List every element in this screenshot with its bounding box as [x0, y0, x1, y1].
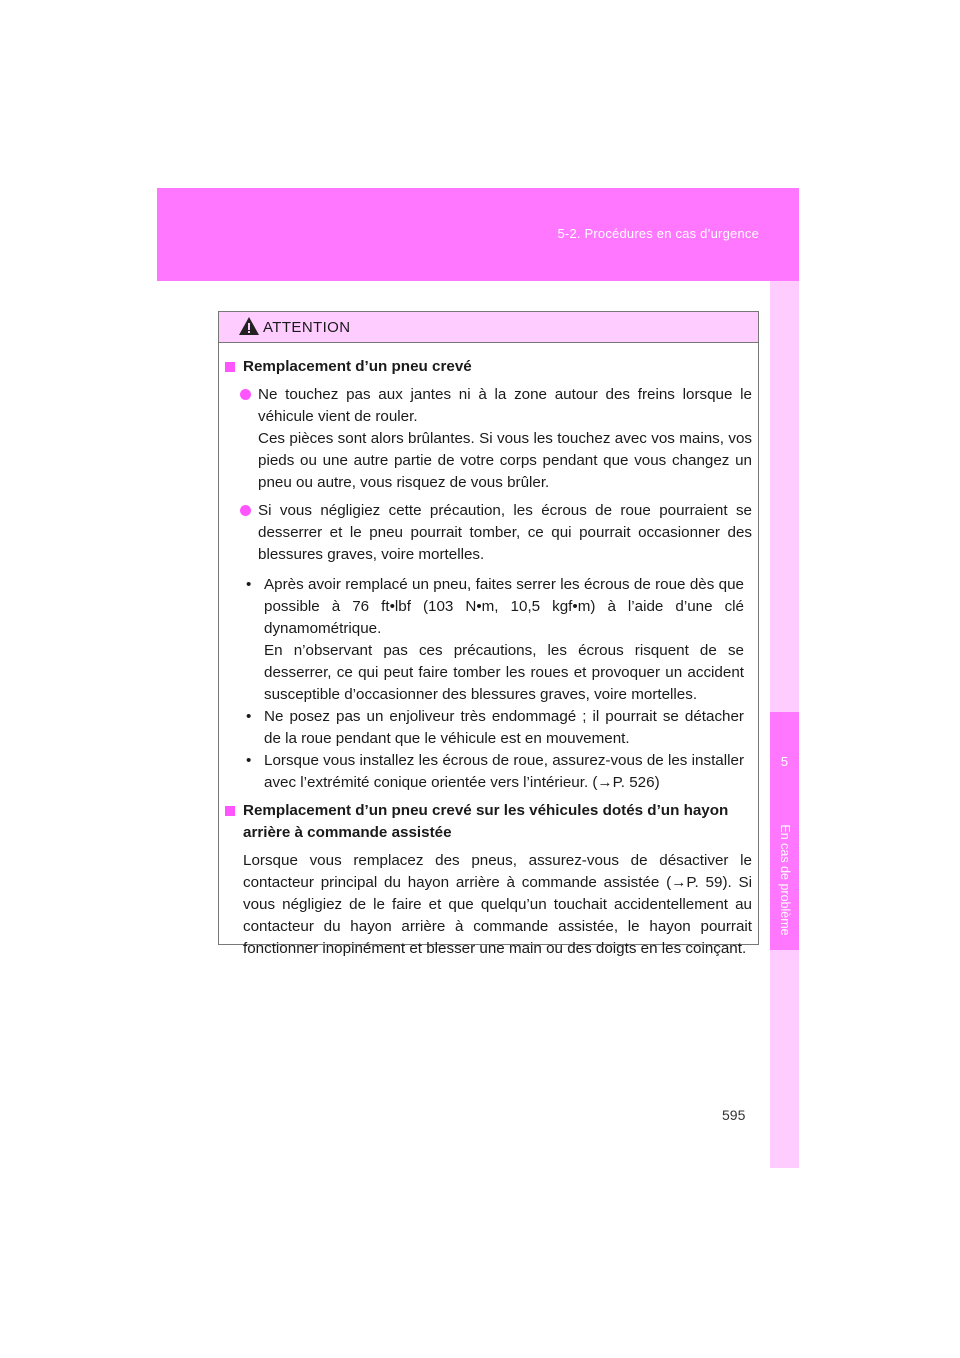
section-heading: Remplacement d’un pneu crevé: [223, 356, 752, 378]
warning-triangle-icon: [238, 316, 260, 336]
circle-bullet-icon: [240, 505, 251, 516]
sub-text: Lorsque vous installez les écrous de roue, assurez-vous de les installer avec l’extrémité conique orientée vers l’intérieur. (→P. 526): [264, 752, 744, 791]
sub-text: Ne posez pas un enjoliveur très endommagé ; il pourrait se détacher de la roue pendant que le véhicule est en mouvement.: [264, 708, 744, 747]
warning-box: [218, 311, 759, 957]
bullet-text: Si vous négligiez cette précaution, les écrous de roue pourraient se desserrer et le pneu pourrait tomber, ce qui pourrait occasionner des blessures graves, voire mortelles.: [258, 502, 752, 563]
section-body: Lorsque vous remplacez des pneus, assurez-vous de désactiver le contacteur principal du hayon arrière à commande assistée (→P. 59). Si vous négligiez de le faire et que quelqu’un touchait accidentellement au contacteur du hayon arrière à commande assistée, le hayon pourrait fonctionner inopinément et blesser une main ou des doigts en les coinçant.: [243, 852, 752, 957]
warning-content: [223, 350, 752, 960]
small-bullet-icon: •: [246, 576, 252, 593]
sub-list-item: [246, 574, 744, 706]
warning-title: ATTENTION: [263, 319, 351, 336]
small-bullet-icon: •: [246, 708, 252, 725]
list-item: [238, 384, 752, 494]
sub-list-item: [246, 750, 744, 794]
page-number: 595: [722, 1107, 746, 1123]
bullet-text: Ces pièces sont alors brûlantes. Si vous les touchez avec vos mains, vos pieds ou une autre partie de votre corps pendant que vous changez un pneu ou autre, vous risquez de vous brûler.: [258, 430, 752, 491]
chapter-label: En cas de problème: [777, 824, 792, 936]
section-title: 5-2. Procédures en cas d’urgence: [557, 226, 759, 241]
chapter-label-tab: [770, 810, 799, 950]
warning-header: [219, 312, 758, 343]
section-heading: Remplacement d’un pneu crevé sur les véhicules dotés d’un hayon arrière à commande assistée: [223, 800, 752, 844]
square-bullet-icon: [225, 806, 235, 816]
sub-text: En n’observant pas ces précautions, les écrous risquent de se desserrer, ce qui peut faire tomber les roues et provoquer un accident susceptible d’occasionner des blessures graves, voire mortelles.: [264, 642, 744, 703]
circle-bullet-icon: [240, 389, 251, 400]
sub-list-item: [246, 706, 744, 750]
sub-text: Après avoir remplacé un pneu, faites serrer les écrous de roue dès que possible à 76 ft•lbf (103 N•m, 10,5 kgf•m) à l’aide d’une clé dynamométrique.: [264, 576, 744, 637]
bullet-text: Ne touchez pas aux jantes ni à la zone autour des freins lorsque le véhicule vient de rouler.: [258, 386, 752, 425]
chapter-number: 5: [770, 712, 799, 810]
list-item: [238, 500, 752, 566]
square-bullet-icon: [225, 362, 235, 372]
header-band: [157, 188, 799, 281]
small-bullet-icon: •: [246, 752, 252, 769]
